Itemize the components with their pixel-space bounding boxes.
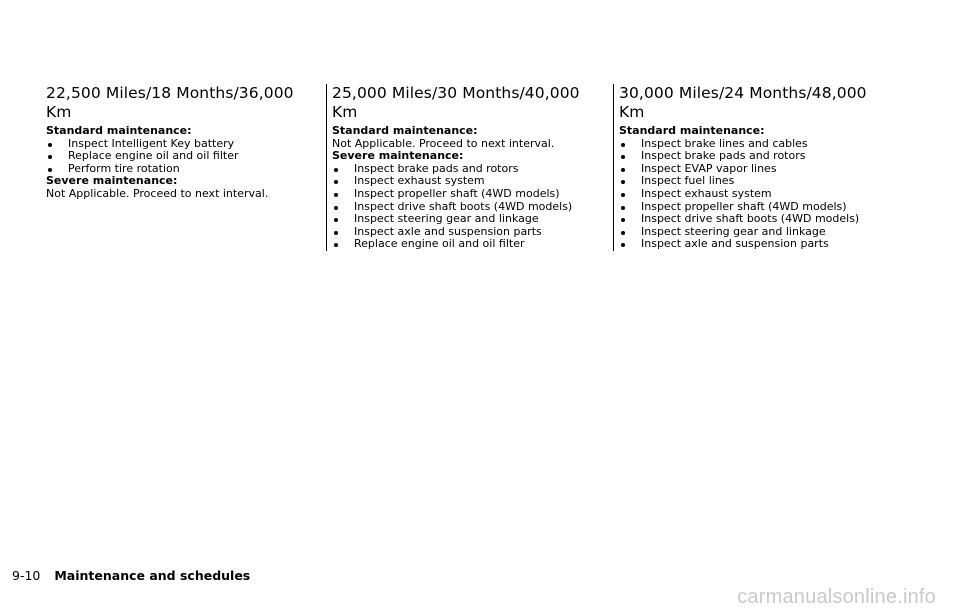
- interval-title: 25,000 Miles/30 Months/40,000 Km: [332, 84, 580, 121]
- list-item: Inspect Intelligent Key battery: [46, 138, 316, 151]
- severe-maintenance-heading: Severe maintenance:: [46, 174, 178, 188]
- interval-title: 30,000 Miles/24 Months/48,000 Km: [619, 84, 867, 121]
- not-applicable-note: Not Applicable. Proceed to next interval.: [46, 186, 269, 200]
- bullet-icon: [334, 180, 338, 184]
- list-item: Inspect fuel lines: [619, 175, 889, 188]
- list-item: Inspect axle and suspension parts: [619, 238, 889, 251]
- standard-maintenance-heading: Standard maintenance:: [332, 124, 478, 137]
- bullet-icon: [48, 168, 52, 172]
- bullet-icon: [334, 168, 338, 172]
- bullet-icon: [48, 155, 52, 159]
- bullet-icon: [48, 143, 52, 147]
- bullet-icon: [621, 193, 625, 197]
- interval-title: 22,500 Miles/18 Months/36,000 Km: [46, 84, 294, 121]
- bullet-icon: [621, 206, 625, 210]
- list-item: Perform tire rotation: [46, 163, 316, 176]
- list-item: Inspect drive shaft boots (4WD models): [619, 213, 889, 226]
- bullet-icon: [621, 218, 625, 222]
- bullet-icon: [334, 218, 338, 222]
- standard-maintenance-list: [619, 138, 889, 251]
- standard-maintenance-heading: Standard maintenance:: [46, 124, 192, 137]
- not-applicable-note: Not Applicable. Proceed to next interval.: [332, 136, 555, 150]
- list-item: Inspect drive shaft boots (4WD models): [332, 201, 602, 214]
- page-number: 9-10: [12, 568, 41, 583]
- bullet-icon: [621, 143, 625, 147]
- interval-column-1: [46, 84, 316, 201]
- list-item: Replace engine oil and oil filter: [46, 150, 316, 163]
- bullet-icon: [334, 243, 338, 247]
- list-item: Inspect steering gear and linkage: [619, 226, 889, 239]
- list-item: Inspect propeller shaft (4WD models): [332, 188, 602, 201]
- list-item: Inspect brake pads and rotors: [332, 163, 602, 176]
- list-item: Inspect exhaust system: [619, 188, 889, 201]
- interval-column-2: [326, 84, 602, 251]
- list-item: Inspect brake lines and cables: [619, 138, 889, 151]
- bullet-icon: [334, 193, 338, 197]
- list-item: Inspect brake pads and rotors: [619, 150, 889, 163]
- list-item: Inspect axle and suspension parts: [332, 226, 602, 239]
- bullet-icon: [621, 155, 625, 159]
- bullet-icon: [621, 231, 625, 235]
- list-item: Replace engine oil and oil filter: [332, 238, 602, 251]
- bullet-icon: [621, 168, 625, 172]
- severe-maintenance-list: [332, 163, 602, 251]
- page-footer: [12, 568, 250, 583]
- chapter-title: Maintenance and schedules: [54, 568, 251, 583]
- bullet-icon: [334, 231, 338, 235]
- list-item: Inspect propeller shaft (4WD models): [619, 201, 889, 214]
- standard-maintenance-list: [46, 138, 316, 176]
- bullet-icon: [334, 206, 338, 210]
- bullet-icon: [621, 243, 625, 247]
- bullet-icon: [621, 180, 625, 184]
- list-item: Inspect steering gear and linkage: [332, 213, 602, 226]
- watermark: carmanualsonline.info: [737, 586, 936, 608]
- severe-maintenance-heading: Severe maintenance:: [332, 149, 464, 163]
- list-item: Inspect exhaust system: [332, 175, 602, 188]
- interval-column-3: [613, 84, 889, 251]
- standard-maintenance-heading: Standard maintenance:: [619, 124, 765, 137]
- list-item: Inspect EVAP vapor lines: [619, 163, 889, 176]
